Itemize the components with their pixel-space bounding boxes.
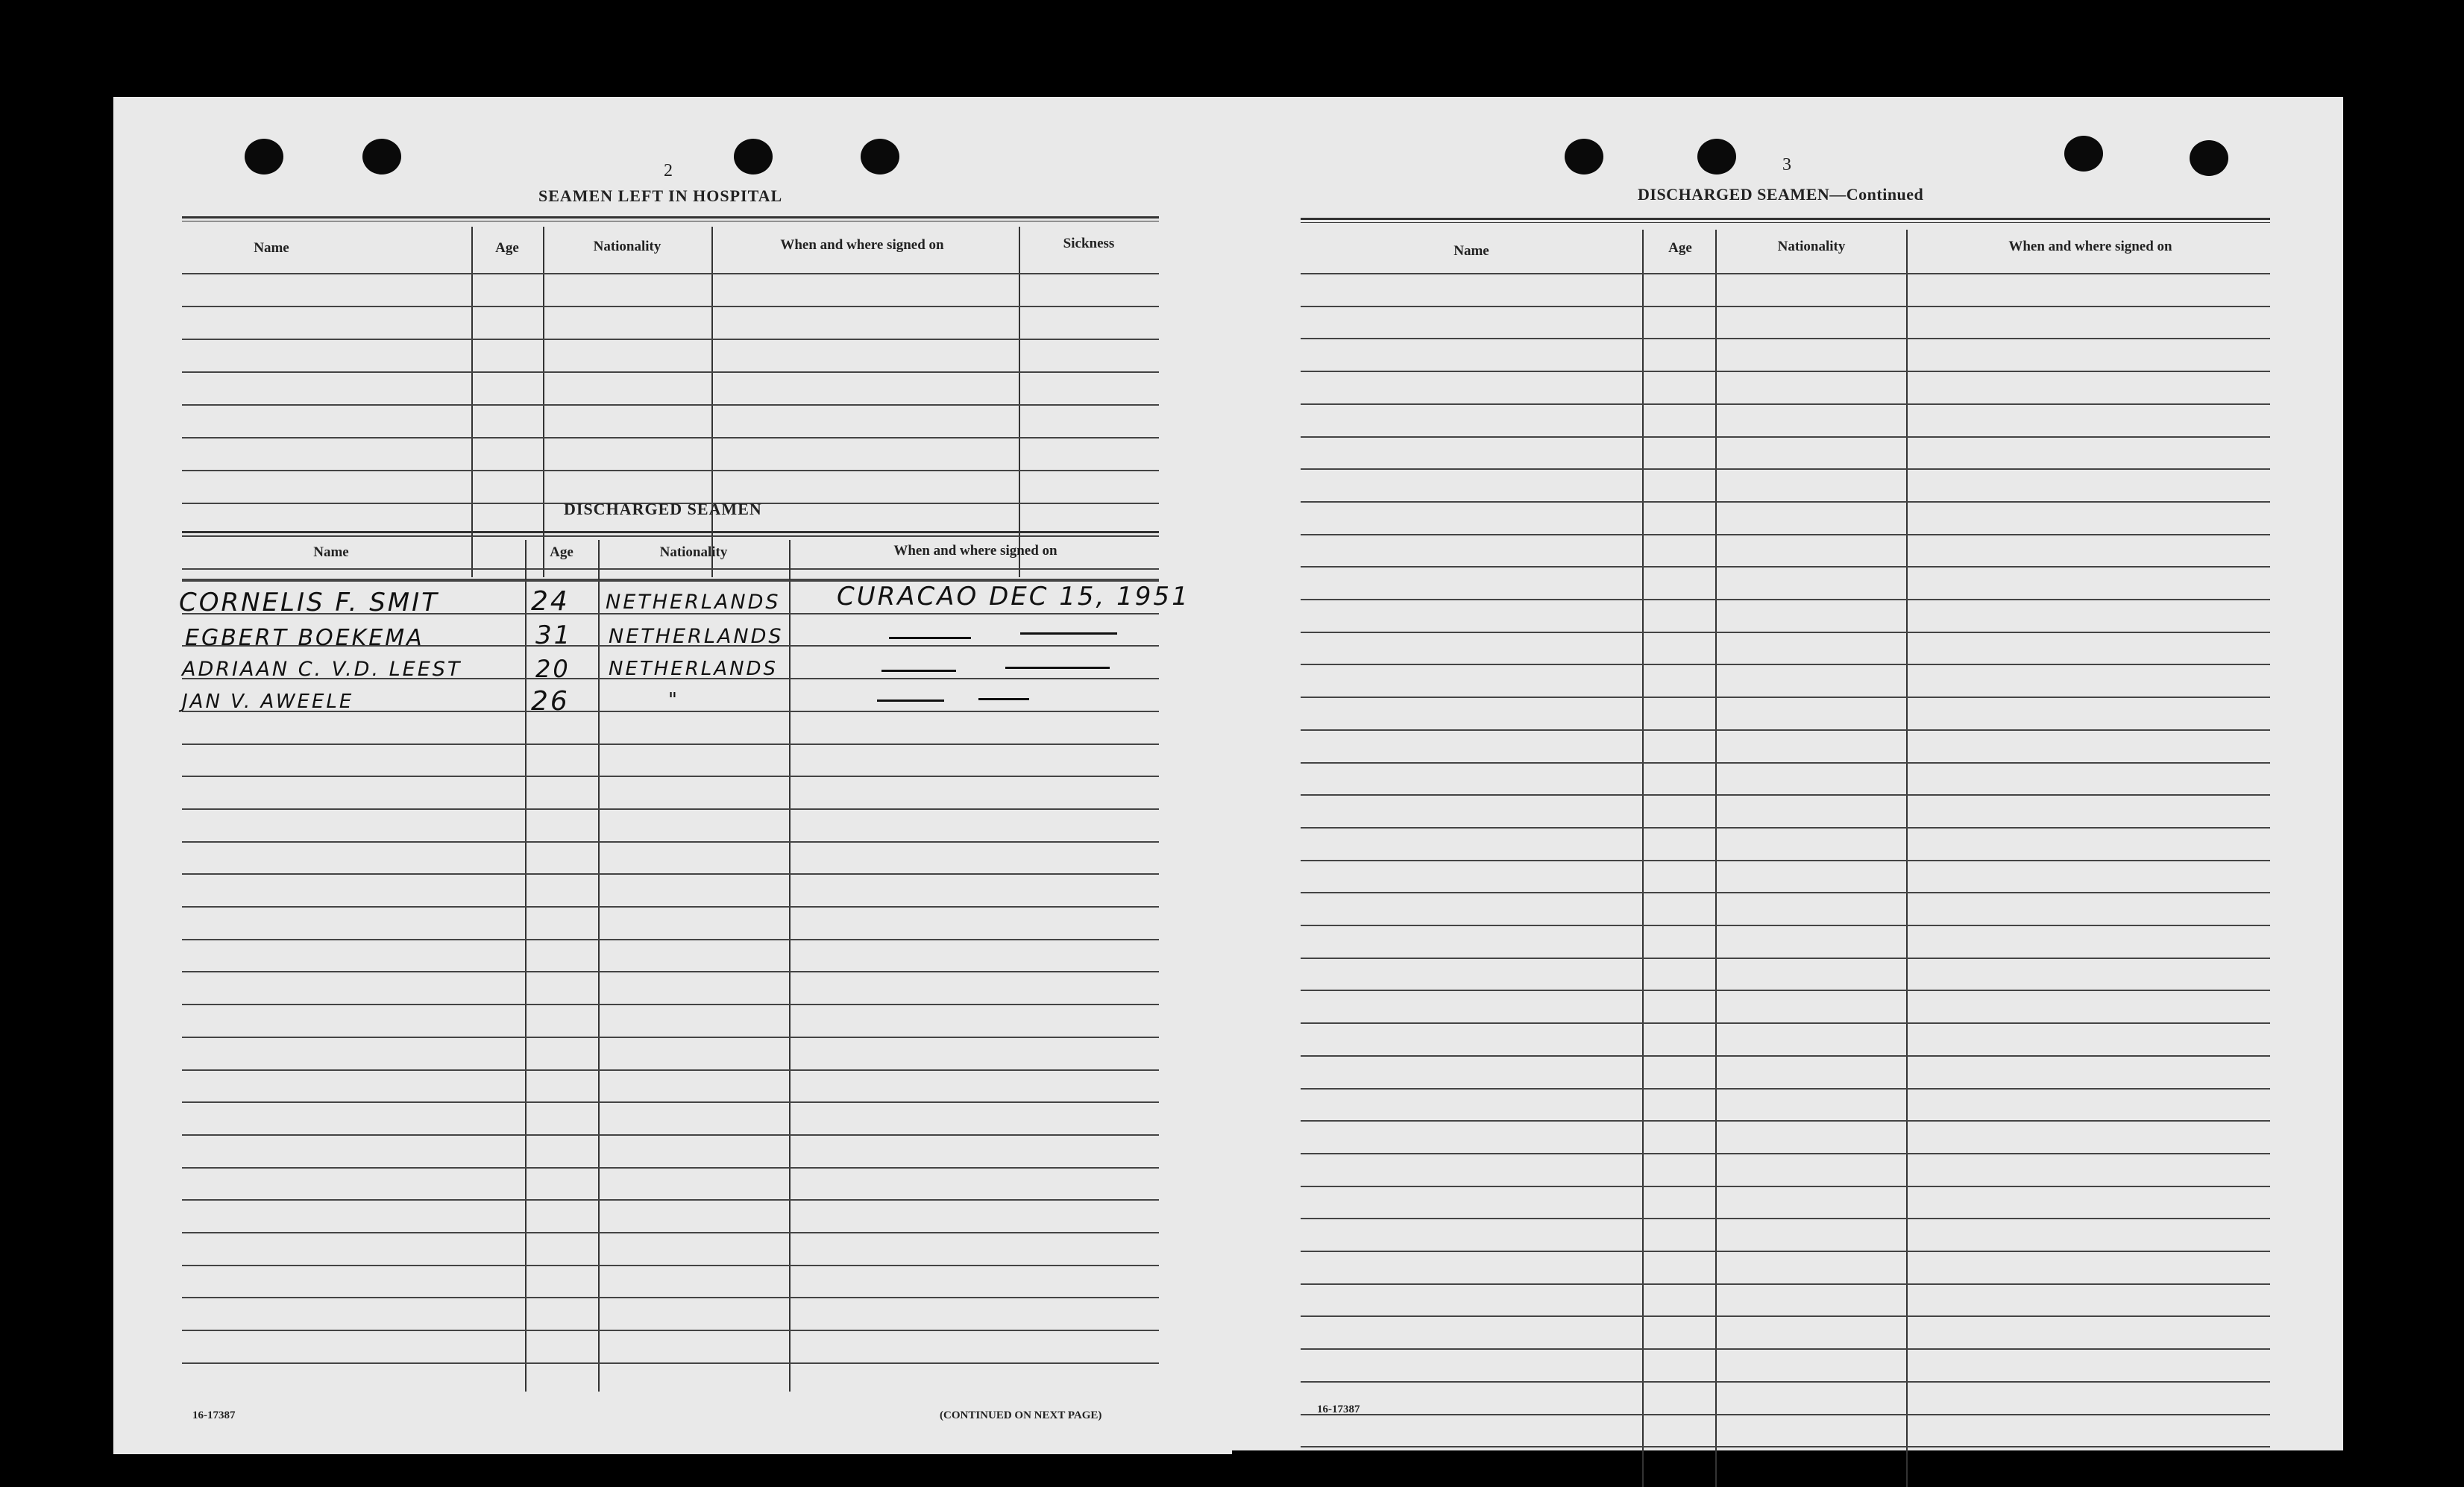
ruled-line — [182, 1265, 1159, 1266]
column-header-nationality: Nationality — [593, 239, 661, 254]
ruled-line — [182, 841, 1159, 843]
ruled-line — [182, 273, 1159, 274]
ruled-line — [182, 437, 1159, 438]
column-divider — [1642, 230, 1644, 1487]
column-header-name: Name — [254, 240, 289, 256]
ruled-line — [182, 776, 1159, 777]
ruled-line — [182, 371, 1159, 373]
ruled-line — [1301, 1153, 2270, 1154]
entry-age: 24 — [531, 586, 570, 617]
ruled-line — [182, 1232, 1159, 1233]
column-divider — [543, 227, 544, 577]
punch-hole — [734, 139, 773, 175]
entry-age: 26 — [531, 686, 570, 717]
column-divider — [1715, 230, 1717, 1487]
ruled-line — [1301, 762, 2270, 764]
entry-nationality: " — [668, 689, 679, 711]
ruled-line — [182, 873, 1159, 875]
column-divider — [525, 540, 527, 1392]
column-divider — [598, 540, 600, 1392]
ruled-line — [1301, 729, 2270, 731]
ruled-line — [1301, 794, 2270, 796]
column-divider — [1906, 230, 1908, 1487]
ruled-line — [182, 939, 1159, 940]
ruled-line — [1301, 599, 2270, 600]
column-header-age: Age — [550, 544, 573, 560]
punch-hole — [2064, 136, 2103, 172]
ruled-line — [182, 1101, 1159, 1103]
ruled-line — [1301, 925, 2270, 926]
ruled-line — [182, 906, 1159, 908]
column-header-signed-on: When and where signed on — [2008, 239, 2172, 254]
ruled-line — [1301, 1315, 2270, 1317]
table-top-rule — [182, 531, 1159, 536]
ruled-line — [182, 470, 1159, 471]
ruled-line — [182, 568, 1159, 570]
entry-nationality: NETHERLANDS — [606, 591, 781, 614]
ruled-line — [1301, 436, 2270, 438]
ruled-line — [182, 306, 1159, 307]
entry-nationality: NETHERLANDS — [609, 625, 784, 648]
ruled-line — [1301, 273, 2270, 274]
ruled-line — [182, 971, 1159, 972]
ruled-line — [182, 1134, 1159, 1136]
ruled-line — [1301, 501, 2270, 503]
page-number: 3 — [1782, 155, 1791, 175]
ruled-line — [1301, 403, 2270, 405]
column-divider — [1019, 227, 1020, 577]
punch-hole — [861, 139, 899, 175]
hospital-section-title: SEAMEN LEFT IN HOSPITAL — [538, 186, 783, 205]
form-number: 16-17387 — [192, 1409, 236, 1421]
ruled-line — [1301, 1022, 2270, 1024]
ruled-line — [1301, 1055, 2270, 1057]
ruled-line — [1301, 1120, 2270, 1122]
ruled-line — [182, 1069, 1159, 1071]
punch-hole — [362, 139, 401, 175]
ruled-line — [1301, 468, 2270, 470]
column-header-nationality: Nationality — [1777, 239, 1846, 254]
entry-name: JAN V. AWEELE — [182, 691, 354, 713]
form-number: 16-17387 — [1317, 1403, 1360, 1415]
ruled-line — [1301, 990, 2270, 991]
ruled-line — [1301, 306, 2270, 307]
ruled-line — [1301, 566, 2270, 568]
ruled-line — [1301, 338, 2270, 339]
column-header-nationality: Nationality — [659, 544, 728, 560]
entry-name: EGBERT BOEKEMA — [185, 625, 424, 651]
column-header-age: Age — [1668, 240, 1692, 256]
punch-hole — [1565, 139, 1603, 175]
ruled-line — [182, 1037, 1159, 1038]
ruled-line — [1301, 534, 2270, 535]
column-header-signed-on: When and where signed on — [780, 237, 944, 253]
entry-nationality: NETHERLANDS — [609, 658, 779, 680]
ruled-line — [1301, 632, 2270, 633]
ruled-line — [1301, 827, 2270, 829]
section-title: DISCHARGED SEAMEN—Continued — [1638, 185, 1924, 204]
ruled-line — [182, 808, 1159, 810]
punch-hole — [2190, 140, 2228, 176]
column-header-name: Name — [1453, 243, 1489, 259]
page-number: 2 — [664, 161, 673, 180]
punch-hole — [245, 139, 283, 175]
ruled-line — [1301, 1218, 2270, 1219]
ruled-line — [182, 1167, 1159, 1169]
right-page — [1232, 97, 2343, 1450]
ditto-mark — [1020, 632, 1117, 635]
ruled-line — [182, 1297, 1159, 1298]
ruled-line — [1301, 697, 2270, 698]
entry-age: 20 — [535, 655, 571, 683]
column-header-signed-on: When and where signed on — [893, 543, 1057, 559]
entry-age: 31 — [535, 620, 573, 650]
ruled-line — [182, 1004, 1159, 1005]
ruled-line — [1301, 1381, 2270, 1383]
ditto-mark — [877, 700, 944, 702]
ruled-line — [1301, 1186, 2270, 1187]
ruled-line — [1301, 1348, 2270, 1350]
table-top-rule — [1301, 218, 2270, 223]
ditto-mark — [978, 698, 1029, 700]
column-divider — [789, 540, 791, 1392]
column-divider — [471, 227, 473, 577]
column-header-sickness: Sickness — [1063, 236, 1115, 251]
continued-note: (CONTINUED ON NEXT PAGE) — [940, 1409, 1102, 1421]
left-page — [113, 97, 1232, 1454]
ruled-line — [1301, 664, 2270, 665]
ruled-line — [182, 404, 1159, 406]
ditto-mark — [881, 670, 956, 672]
discharged-section-title: DISCHARGED SEAMEN — [564, 500, 762, 518]
column-header-age: Age — [495, 240, 519, 256]
ruled-line — [1301, 1283, 2270, 1285]
ruled-line — [1301, 371, 2270, 372]
entry-name: ADRIAAN C. V.D. LEEST — [182, 658, 462, 681]
ruled-line — [1301, 1414, 2270, 1415]
column-header-name: Name — [313, 544, 349, 560]
ruled-line — [182, 1199, 1159, 1201]
column-divider — [711, 227, 713, 577]
ruled-line — [1301, 1088, 2270, 1090]
entry-name: CORNELIS F. SMIT — [179, 588, 439, 617]
ruled-line — [182, 1330, 1159, 1331]
ruled-line — [1301, 1251, 2270, 1252]
ruled-line — [1301, 860, 2270, 861]
punch-hole — [1697, 139, 1736, 175]
ruled-line — [182, 744, 1159, 745]
ditto-mark — [889, 637, 971, 639]
ditto-mark — [1005, 667, 1110, 669]
entry-signed-on: CURACAO DEC 15, 1951 — [837, 582, 1190, 612]
ruled-line — [1301, 892, 2270, 893]
ruled-line — [1301, 1446, 2270, 1447]
ruled-line — [182, 1362, 1159, 1364]
ruled-line — [1301, 958, 2270, 959]
table-top-rule — [182, 216, 1159, 221]
ruled-line — [182, 339, 1159, 340]
